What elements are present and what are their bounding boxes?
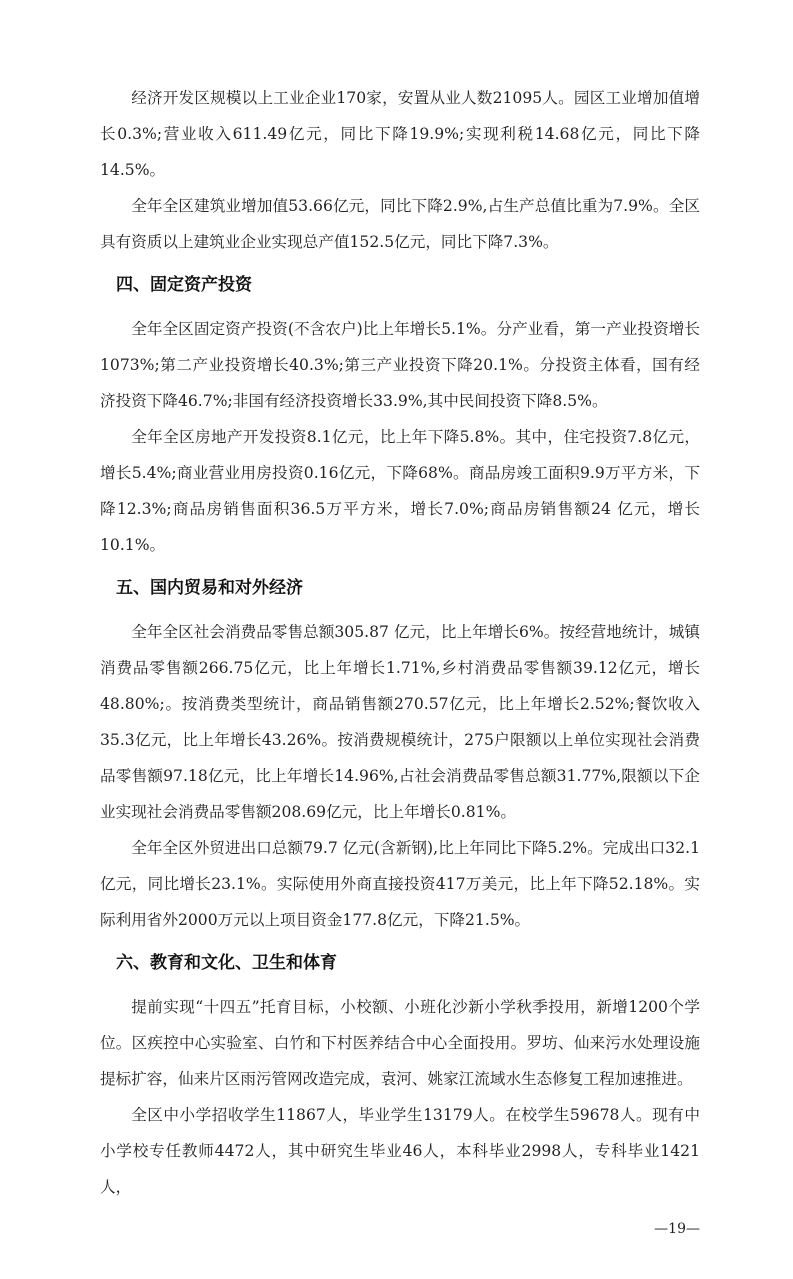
document-body	[100, 80, 700, 1205]
section-heading: 五、国内贸易和对外经济	[116, 578, 303, 598]
paragraph: 全年全区外贸进出口总额79.7 亿元(含新钢),比上年同比下降5.2%。完成出口32.1亿元，同比增长23.1%。实际使用外商直接投资417万美元，比上年下降52.18%。实际利用省外2000万元以上项目资金177.8亿元，下降21.5%。	[100, 839, 700, 929]
paragraph: 全年全区房地产开发投资8.1亿元，比上年下降5.8%。其中，住宅投资7.8亿元，增长5.4%;商业营业用房投资0.16亿元，下降68%。商品房竣工面积9.9万平方米，下降12.3%;商品房销售面积36.5万平方米，增长7.0%;商品房销售额24 亿元，增长10.1%。	[100, 428, 700, 554]
section-heading: 六、教育和文化、卫生和体育	[116, 953, 337, 973]
page-number: —19—	[654, 1221, 700, 1237]
paragraph: 全年全区固定资产投资(不含农户)比上年增长5.1%。分产业看，第一产业投资增长1073%;第二产业投资增长40.3%;第三产业投资下降20.1%。分投资主体看，国有经济投资下降46.7%;非国有经济投资增长33.9%,其中民间投资下降8.5%。	[100, 320, 700, 410]
paragraph: 全区中小学招收学生11867人，毕业学生13179人。在校学生59678人。现有中小学校专任教师4472人，其中研究生毕业46人，本科毕业2998人，专科毕业1421人，	[100, 1106, 700, 1196]
paragraph: 全年全区社会消费品零售总额305.87 亿元，比上年增长6%。按经营地统计，城镇消费品零售额266.75亿元，比上年增长1.71%,乡村消费品零售额39.12亿元，增长48.80%;。按消费类型统计，商品销售额270.57亿元，比上年增长2.52%;餐饮收入35.3亿元，比上年增长43.26%。按消费规模统计，275户限额以上单位实现社会消费品零售额97.18亿元，比上年增长14.96%,占社会消费品零售总额31.77%,限额以下企业实现社会消费品零售额208.69亿元，比上年增长0.81%。	[100, 623, 700, 821]
paragraph: 提前实现“十四五”托育目标，小校额、小班化沙新小学秋季投用，新增1200个学位。区疾控中心实验室、白竹和下村医养结合中心全面投用。罗坊、仙来污水处理设施提标扩容，仙来片区雨污管网改造完成，袁河、姚家江流域水生态修复工程加速推进。	[100, 998, 700, 1088]
section-heading: 四、固定资产投资	[116, 275, 252, 295]
paragraph: 全年全区建筑业增加值53.66亿元，同比下降2.9%,占生产总值比重为7.9%。全区具有资质以上建筑业企业实现总产值152.5亿元，同比下降7.3%。	[100, 197, 700, 251]
paragraph: 经济开发区规模以上工业企业170家，安置从业人数21095人。园区工业增加值增长0.3%;营业收入611.49亿元，同比下降19.9%;实现利税14.68亿元，同比下降14.5%。	[100, 89, 700, 179]
